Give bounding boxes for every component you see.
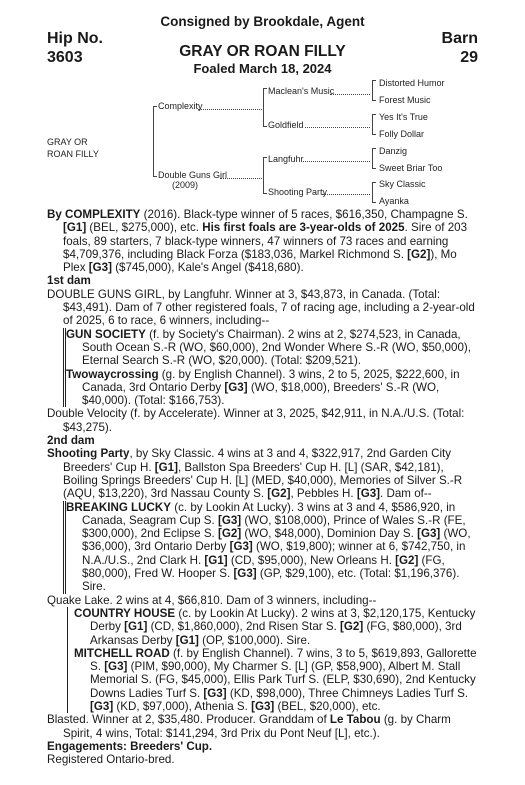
- pedigree-ggp-3: Yes It's True: [379, 112, 428, 122]
- tick-5: [372, 148, 376, 149]
- sire-leader: [198, 109, 262, 110]
- twowaycrossing-entry: [66, 368, 479, 408]
- breaking-text-d: (WO, $36,000), 3rd Ontario Derby: [82, 527, 471, 554]
- catalog-body: [47, 208, 479, 766]
- sire-bracket-top: [263, 88, 267, 89]
- dam-bracket-bottom: [263, 193, 267, 194]
- sire-text-b: (BEL, $275,000), etc.: [86, 221, 203, 235]
- quake-lake-entry: Quake Lake. 2 wins at 4, $66,810. Dam of 3 winners, including--: [47, 593, 377, 607]
- twoway-text-a: (g. by English Channel). 3 wins, 2 to 5, 2025, $222,600, in Canada, 3rd Ontario Derby: [82, 367, 460, 394]
- grade-badge: [G3]: [233, 567, 257, 581]
- mitchell-text-b: (PIM, $90,000), My Charmer S. [L] (GP, $58,900), Albert M. Stall Memorial S. (FG, $45,000), Ellis Park Turf S. (ELP, $30,690), 2nd Kentucky Downs Ladies Turf S.: [90, 660, 476, 700]
- twoway-text-b: (WO, $18,000), Breeders' S.-R (WO, $40,000). (Total: $166,753).: [82, 380, 440, 408]
- country-text-a: (c. by Lookin At Lucky). 2 wins at 3, $2,120,175, Kentucky Derby: [90, 606, 476, 634]
- twowaycrossing-name: Twowaycrossing: [66, 367, 159, 381]
- horse-title: GRAY OR ROAN FILLY: [179, 43, 346, 60]
- shooting-text-c: , Pebbles H.: [290, 487, 357, 501]
- hip-label: Hip No.: [47, 30, 103, 47]
- grade-badge: [G3]: [356, 487, 381, 501]
- grade-badge: [G3]: [224, 380, 248, 394]
- grade-badge: [G2]: [218, 527, 242, 541]
- pedigree-ggp-6: Sweet Briar Too: [379, 163, 443, 173]
- sire-bracket: [263, 88, 264, 126]
- ds-bracket: [372, 148, 373, 168]
- grade-badge: [G3]: [90, 699, 114, 713]
- mitchell-road-name: MITCHELL ROAD: [74, 646, 170, 660]
- shooting-text-b: , Ballston Spa Breeders' Cup H. [L] (SAR, $42,181), Boiling Springs Breeders' Cup H. [L] (MED, $40,000), Memories of Silver S.-R (AQU, $13,220), 3rd Nassau County S.: [63, 460, 463, 501]
- breaking-lucky-entry: [66, 501, 479, 594]
- tick-1: [372, 80, 376, 81]
- tick-3: [372, 114, 376, 115]
- mitchell-text-e: (BEL, $20,000), etc.: [274, 699, 381, 713]
- subject-bracket: [153, 106, 154, 176]
- subject-bracket-top: [153, 106, 157, 107]
- grade-badge: [G1]: [124, 620, 148, 634]
- pedigree-ggp-2: Forest Music: [379, 95, 431, 105]
- blasted-text-b: (g. by Charm Spirit, 4 wins, Total: $141,294, 3rd Prix du Pont Neuf [L], etc.).: [63, 713, 451, 740]
- grade-badge: [G3]: [88, 261, 112, 275]
- first-dam-heading: 1st dam: [47, 274, 91, 288]
- breaking-text-b: (WO, $108,000), Prince of Wales S.-R (FE, $300,000), 2nd Eclipse S.: [82, 513, 466, 541]
- country-house-name: COUNTRY HOUSE: [74, 606, 176, 620]
- foaled-date: Foaled March 18, 2024: [193, 61, 332, 76]
- breaking-text-e: (WO, $19,800); winner at 6, $742,750, in N.A./U.S., 2nd Clark H.: [82, 540, 466, 567]
- dam-leader: [220, 178, 262, 179]
- ds-leader: [303, 161, 370, 162]
- pedigree-dam-dam: Shooting Party: [268, 187, 328, 197]
- sire-highlight: His first foals are 3-year-olds of 2025: [202, 221, 405, 235]
- pedigree-dam: Double Guns Girl: [158, 170, 228, 180]
- breaking-text-a: (c. by Lookin At Lucky). 3 wins at 3 and 4, $586,920, in Canada, Seagram Cup S.: [82, 500, 456, 527]
- breaking-text-h: (GP, $29,100), etc. (Total: $1,196,376). Sire.: [82, 567, 460, 594]
- engagements: Engagements: Breeders' Cup.: [47, 739, 213, 753]
- country-text-d: (OP, $100,000). Sire.: [198, 633, 311, 647]
- mitchell-road-entry: [74, 647, 479, 713]
- hip-number: 3603: [47, 49, 83, 66]
- dam-paragraph: DOUBLE GUNS GIRL, by Langfuhr. Winner at 3, $43,873, in Canada. (Total: $43,491). Dam of 7 other registered foals, 7 of racing age, including a 2-year-old of 2025, 6 to race, 6 winners, including--: [47, 287, 475, 328]
- tick-7: [372, 182, 376, 183]
- sd-leader: [305, 127, 370, 128]
- pedigree-ggp-7: Sky Classic: [379, 179, 426, 189]
- grade-badge: [G1]: [175, 633, 199, 647]
- sire-name: By COMPLEXITY: [47, 208, 141, 221]
- le-tabou-name: Le Tabou: [329, 713, 381, 727]
- grade-badge: [G3]: [203, 686, 227, 700]
- ss-leader: [330, 94, 370, 95]
- gun-society-name: GUN SOCIETY: [66, 327, 146, 341]
- second-dam-heading: 2nd dam: [47, 434, 95, 448]
- pedigree-ggp-4: Folly Dollar: [379, 129, 425, 139]
- grade-badge: [G3]: [251, 699, 275, 713]
- grade-badge: [G3]: [217, 513, 242, 527]
- breaking-text-c: (WO, $48,000), Dominion Day S.: [241, 527, 418, 541]
- breaking-text-f: (CD, $95,000), New Orleans H.: [227, 553, 396, 567]
- grade-badge: [G3]: [229, 540, 253, 554]
- grade-badge: [G1]: [63, 221, 87, 235]
- subject-line-2: ROAN FILLY: [47, 149, 99, 159]
- quake-lake-produce: [67, 607, 479, 713]
- dd-leader: [322, 194, 370, 195]
- subject-line-1: GRAY OR: [47, 137, 88, 147]
- barn-number: 29: [460, 49, 478, 66]
- pedigree-ggp-1: Distorted Humor: [379, 78, 445, 88]
- mitchell-text-c: (KD, $98,000), Three Chimneys Ladies Turf S.: [226, 686, 469, 700]
- sire-text-d: ), Mo Plex: [63, 247, 457, 275]
- dam-bracket: [263, 157, 264, 193]
- consignor-line: Consigned by Brookdale, Agent: [160, 14, 365, 29]
- tick-6: [372, 168, 376, 169]
- registration-note: Registered Ontario-bred.: [47, 753, 175, 767]
- sire-bracket-bottom: [263, 126, 267, 127]
- breaking-text-g: (FG, $80,000), Fred W. Hooper S.: [82, 553, 445, 581]
- pedigree-ggp-5: Danzig: [379, 146, 408, 156]
- sd-bracket: [372, 114, 373, 134]
- mitchell-text-a: (f. by English Channel). 7 wins, 3 to 5, $619,893, Gallorette S.: [90, 646, 477, 674]
- sire-text-e: ($745,000), Kale's Angel ($418,680).: [111, 261, 304, 275]
- breaking-lucky-name: BREAKING LUCKY: [66, 500, 171, 514]
- dam-bracket-top: [263, 157, 267, 158]
- blasted-entry: [47, 713, 479, 740]
- ss-bracket: [372, 80, 373, 100]
- sire-text-a: (2016). Black-type winner of 5 races, $616,350, Champagne S.: [140, 208, 468, 221]
- pedigree-sire: Complexity: [158, 101, 203, 111]
- pedigree-sire-sire: Maclean's Music: [268, 86, 335, 96]
- sire-text-c: . Sire of 203 foals, 89 starters, 7 black-type winners, 47 winners of 73 races and earning $4,709,376, including Black Forza ($183,036, Markel Richmond S.: [63, 221, 468, 261]
- pedigree-sire-dam: Goldfield: [268, 120, 304, 130]
- gun-society-entry: [66, 328, 479, 368]
- sire-paragraph: [47, 208, 479, 274]
- country-text-c: (FG, $80,000), 3rd Arkansas Derby: [90, 620, 462, 647]
- country-house-entry: [74, 607, 479, 647]
- grade-badge: [G2]: [340, 620, 364, 634]
- country-text-b: (CD, $1,860,000), 2nd Risen Star S.: [147, 620, 341, 634]
- tick-8: [372, 202, 376, 203]
- dd-bracket: [372, 182, 373, 202]
- second-dam-name: Shooting Party: [47, 447, 130, 461]
- pedigree-dam-year: (2009): [172, 180, 199, 190]
- breaking-lucky-block: [63, 501, 479, 594]
- shooting-text-d: . Dam of--: [380, 487, 432, 501]
- grade-badge: [G2]: [407, 247, 431, 261]
- grade-badge: [G1]: [154, 460, 178, 474]
- mitchell-text-d: (KD, $97,000), Athenia S.: [113, 699, 252, 713]
- grade-badge: [G2]: [267, 487, 291, 501]
- pedigree-dam-sire: Langfuhr: [268, 154, 304, 164]
- tick-4: [372, 134, 376, 135]
- grade-badge: [G2]: [395, 553, 419, 567]
- blasted-text-a: Blasted. Winner at 2, $35,480. Producer. Granddam of: [47, 713, 330, 727]
- grade-badge: [G3]: [417, 527, 441, 541]
- shooting-text-a: , by Sky Classic. 4 wins at 3 and 4, $322,917, 2nd Garden City Breeders' Cup H.: [63, 447, 452, 474]
- double-velocity-entry: Double Velocity (f. by Accelerate). Winner at 3, 2025, $42,911, in N.A./U.S. (Total: $43,275).: [47, 407, 465, 434]
- tick-2: [372, 100, 376, 101]
- barn-label: Barn: [441, 30, 478, 47]
- pedigree-ggp-8: Ayanka: [379, 196, 409, 206]
- grade-badge: [G1]: [204, 553, 228, 567]
- gun-society-text: (f. by Society's Chairman). 2 wins at 2, $274,523, in Canada, South Ocean S.-R (WO, $60,000), 2nd Wonder Where S.-R (WO, $50,000), Eternal Search S.-R (WO, $20,000). (Total: $209,521).: [82, 327, 471, 368]
- second-dam-paragraph: [47, 447, 479, 500]
- dam-produce-block: [63, 328, 479, 408]
- subject-bracket-bottom: [153, 176, 157, 177]
- grade-badge: [G3]: [104, 660, 128, 674]
